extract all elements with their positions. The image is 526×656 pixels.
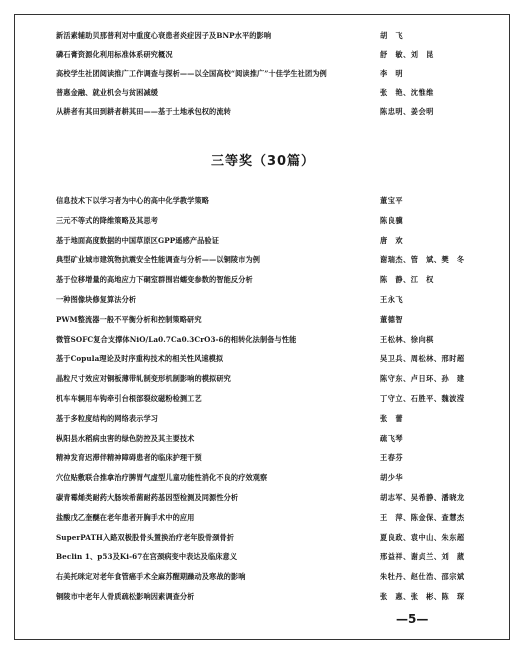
entry-title: 基于地面高度数据的中国草原区GPP遥感产品验证 bbox=[56, 235, 219, 245]
entry-title: 枞阳县水稻病虫害的绿色防控及其主要技术 bbox=[56, 433, 195, 443]
entry-authors: 陈忠明、姜会明 bbox=[380, 107, 434, 116]
entry-authors: 张 惠、张 彬、陈 琛 bbox=[380, 592, 465, 601]
entry-authors: 吴卫兵、周松林、邢时超 bbox=[380, 354, 465, 364]
entry-row bbox=[56, 450, 476, 466]
entry-authors: 李 明 bbox=[380, 69, 404, 78]
entry-authors: 张 蕾 bbox=[380, 413, 404, 423]
entry-row bbox=[56, 213, 476, 229]
entry-row bbox=[56, 104, 476, 120]
entry-authors: 陈良骥 bbox=[380, 215, 404, 225]
entry-title: 三元不等式的降维策略及其思考 bbox=[56, 215, 159, 225]
entry-title: 盐酸戊乙奎醚在老年患者开胸手术中的应用 bbox=[56, 512, 195, 522]
entry-title: Beclin 1、p53及Ki-67在宫颈病变中表达及临床意义 bbox=[56, 552, 238, 562]
entry-authors: 胡少华 bbox=[380, 473, 404, 483]
entry-title: 机车车辆用车钩牵引台根部裂纹磁粉检测工艺 bbox=[56, 394, 202, 403]
entry-authors: 王春芬 bbox=[380, 453, 404, 463]
entry-authors: 舒 敏、刘 昆 bbox=[380, 50, 434, 59]
entry-title: 信息技术下以学习者为中心的高中化学教学策略 bbox=[56, 196, 210, 205]
entry-title: 基于位移增量的高地应力下硐室群围岩蠕变参数的智能反分析 bbox=[56, 275, 253, 285]
entry-title: 精神发育迟滞伴精神障碍患者的临床护理干预 bbox=[56, 453, 202, 463]
entry-authors: 张 艳、沈惟维 bbox=[380, 88, 434, 97]
entry-authors: 胡志军、吴希静、潘晓龙 bbox=[380, 493, 465, 502]
entry-title: 右美托咪定对老年食管癌手术全麻苏醒期躁动及寒战的影响 bbox=[56, 572, 246, 582]
entry-authors: 夏良政、袁中山、朱东超 bbox=[380, 532, 465, 542]
entry-row bbox=[56, 292, 476, 308]
entry-row bbox=[56, 85, 476, 101]
section-title: 三等奖（30篇） bbox=[210, 154, 316, 169]
entry-row bbox=[56, 589, 476, 605]
entry-title: 穴位贴敷联合推拿治疗脾胃气虚型儿童功能性消化不良的疗效观察 bbox=[56, 473, 268, 483]
page-number: —5— bbox=[396, 612, 429, 626]
entry-title: 从耕者有其田到耕者耕其田——基于土地承包权的流转 bbox=[56, 107, 231, 116]
entry-title: 微管SOFC复合支撑体NiO/La0.7Ca0.3CrO3-δ的相转化法制备与性能 bbox=[56, 334, 297, 344]
entry-row bbox=[56, 332, 476, 348]
entry-authors: 董德智 bbox=[380, 314, 404, 324]
entry-title: 碳青霉烯类耐药大肠埃希菌耐药基因型检测及同源性分析 bbox=[56, 493, 239, 502]
entry-row bbox=[56, 312, 476, 328]
entry-authors: 疏飞琴 bbox=[380, 433, 404, 443]
entry-row bbox=[56, 47, 476, 63]
entry-title: 高校学生社团阅读推广工作调查与探析——以全国高校“阅读推广”十佳学生社团为例 bbox=[56, 69, 327, 78]
entry-title: 一种图像块修复算法分析 bbox=[56, 295, 137, 304]
entry-authors: 唐 欢 bbox=[380, 235, 404, 245]
entry-authors: 陈 静、江 权 bbox=[380, 275, 434, 285]
entry-title: 基于多粒度结构的网络表示学习 bbox=[56, 413, 159, 423]
entry-title: 基于Copula理论及时序重构技术的相关性风速模拟 bbox=[56, 354, 224, 364]
entry-row bbox=[56, 272, 476, 288]
entry-title: 磷石膏资源化利用标准体系研究概况 bbox=[56, 50, 173, 59]
entry-title: 典型矿业城市建筑物抗震安全性能调查与分析——以铜陵市为例 bbox=[56, 255, 261, 265]
entry-authors: 王松林、徐向棋 bbox=[380, 334, 434, 344]
entry-title: 晶粒尺寸效应对铜板薄带轧制变形机制影响的模拟研究 bbox=[56, 374, 231, 384]
entry-row bbox=[56, 549, 476, 565]
entry-title: 普惠金融、就业机会与贫困减缓 bbox=[56, 88, 159, 97]
entry-authors: 邢益祥、谢贞兰、刘 葳 bbox=[380, 552, 465, 562]
entry-row bbox=[56, 569, 476, 585]
entry-authors: 谢瑞杰、管 斌、樊 冬 bbox=[380, 255, 465, 265]
entry-authors: 王 萍、陈金保、查慧杰 bbox=[380, 512, 465, 522]
entry-row bbox=[56, 193, 476, 209]
entry-row bbox=[56, 510, 476, 526]
entry-title: PWM整流器一般不平衡分析和控制策略研究 bbox=[56, 314, 202, 324]
entry-row bbox=[56, 66, 476, 82]
entry-row bbox=[56, 411, 476, 427]
entry-authors: 丁守立、石胜平、魏波滢 bbox=[380, 394, 465, 403]
entry-row bbox=[56, 431, 476, 447]
entry-row bbox=[56, 391, 476, 407]
entry-title: 铜陵市中老年人骨质疏松影响因素调查分析 bbox=[56, 592, 195, 601]
entry-authors: 胡 飞 bbox=[380, 31, 404, 40]
entry-row bbox=[56, 470, 476, 486]
entry-title: SuperPATH入路双极股骨头置换治疗老年股骨颈骨折 bbox=[56, 532, 235, 542]
entry-row bbox=[56, 252, 476, 268]
entry-authors: 王永飞 bbox=[380, 295, 404, 304]
entry-row bbox=[56, 233, 476, 249]
entry-authors: 董宝平 bbox=[380, 196, 404, 205]
entry-row bbox=[56, 351, 476, 367]
entry-authors: 陈守东、卢日环、孙 建 bbox=[380, 374, 465, 384]
entry-row bbox=[56, 490, 476, 506]
entry-authors: 朱牡丹、赵仕浩、邵宗斌 bbox=[380, 572, 465, 582]
entry-row bbox=[56, 371, 476, 387]
entry-row bbox=[56, 28, 476, 44]
entry-title: 新活素辅助贝那普利对中重度心衰患者炎症因子及BNP水平的影响 bbox=[56, 31, 272, 40]
entry-row bbox=[56, 530, 476, 546]
